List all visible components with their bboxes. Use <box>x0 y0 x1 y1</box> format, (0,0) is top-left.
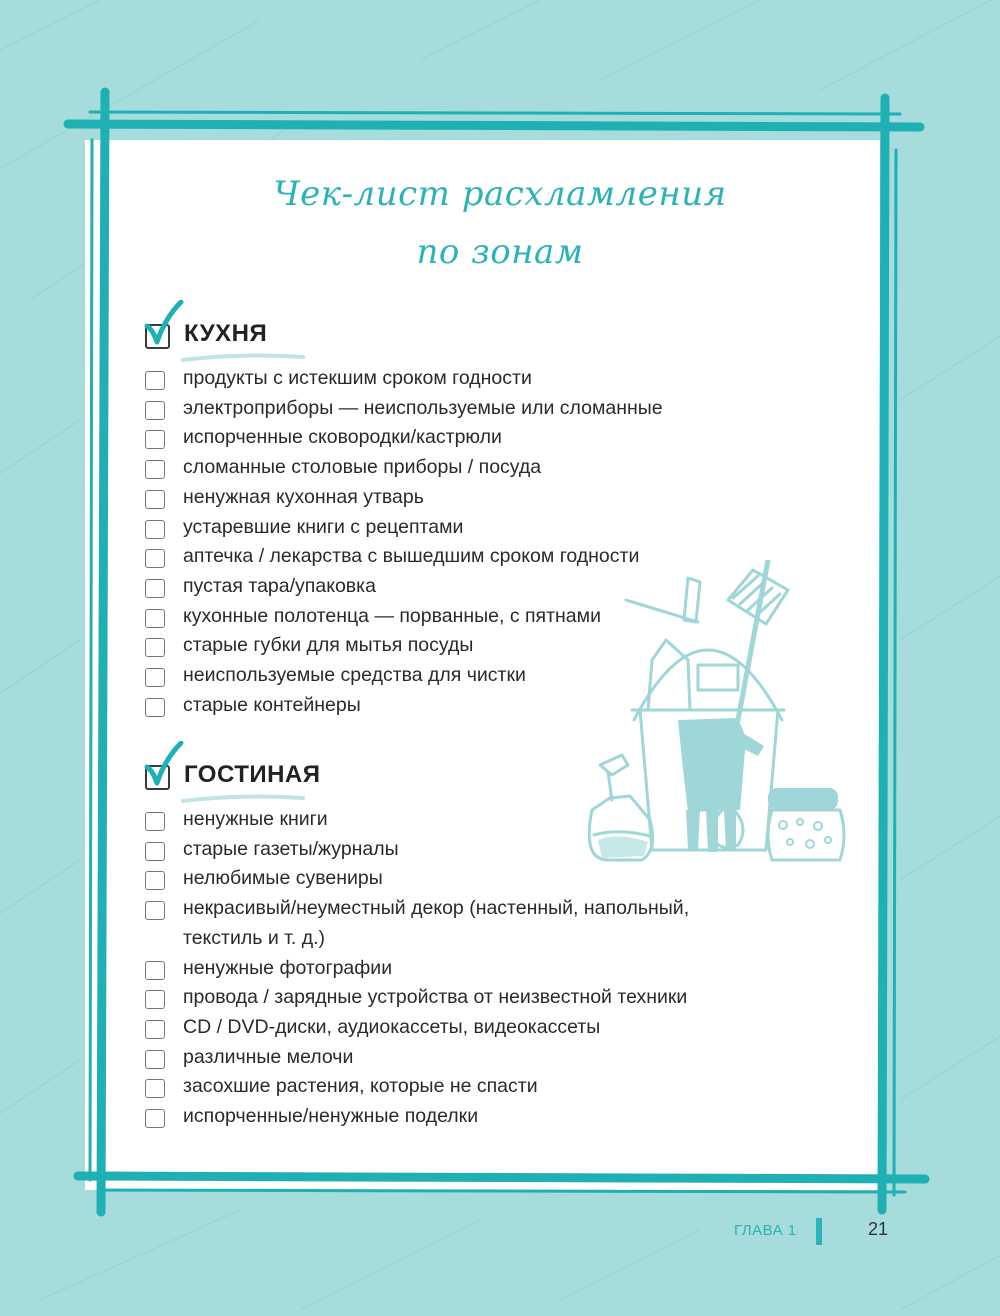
item-label: ненужная кухонная утварь <box>183 485 424 508</box>
checkmark-icon <box>143 741 185 791</box>
item-label: электроприборы — неиспользуемые или сломанные <box>183 396 663 419</box>
item-label: некрасивый/неуместный декор (настенный, напольный, <box>183 897 690 920</box>
item-checkbox[interactable] <box>145 371 165 390</box>
item-label: старые контейнеры <box>183 693 361 716</box>
item-label: текстиль и т. д.) <box>183 926 326 949</box>
item-label: провода / зарядные устройства от неизвестной техники <box>183 986 688 1009</box>
item-label: старые губки для мытья посуды <box>183 634 474 657</box>
item-label: испорченные сковородки/кастрюли <box>183 426 502 449</box>
title-underline <box>181 352 305 364</box>
list-item <box>143 1072 689 1102</box>
section-title: КУХНЯ <box>184 320 268 347</box>
section-title: ГОСТИНАЯ <box>184 761 321 788</box>
list-item <box>143 954 689 984</box>
item-checkbox[interactable] <box>145 1020 165 1039</box>
item-label: неиспользуемые средства для чистки <box>183 664 526 687</box>
item-checkbox[interactable] <box>145 1079 165 1098</box>
title-underline <box>181 793 305 805</box>
page-title-line-2: по зонам <box>416 232 584 272</box>
item-checkbox[interactable] <box>145 961 165 980</box>
item-checkbox[interactable] <box>145 549 165 568</box>
item-label: ненужные фотографии <box>183 956 393 979</box>
page-number: 21 <box>868 1219 889 1239</box>
page-title-line-1: Чек-лист расхламления <box>273 174 727 214</box>
cleaning-supplies-illustration <box>578 560 853 875</box>
item-label: засохшие растения, которые не спасти <box>183 1075 538 1098</box>
item-label: CD / DVD-диски, аудиокассеты, видеокассеты <box>183 1015 601 1038</box>
list-item <box>143 983 689 1013</box>
item-checkbox[interactable] <box>145 1050 165 1069</box>
list-item <box>143 423 663 453</box>
list-item <box>143 394 663 424</box>
item-checkbox[interactable] <box>145 698 165 717</box>
item-label: различные мелочи <box>183 1045 354 1068</box>
item-label: нелюбимые сувениры <box>183 867 383 890</box>
item-checkbox[interactable] <box>145 842 165 861</box>
item-checkbox[interactable] <box>145 901 165 920</box>
item-checkbox[interactable] <box>145 520 165 539</box>
page-title <box>0 165 1000 281</box>
section-header <box>143 312 663 364</box>
list-item <box>143 364 663 394</box>
list-item <box>143 894 689 924</box>
footer-divider <box>816 1218 822 1245</box>
item-label: аптечка / лекарства с вышедшим сроком годности <box>183 545 640 568</box>
chapter-label: ГЛАВА 1 <box>734 1222 797 1239</box>
list-item <box>143 453 663 483</box>
item-checkbox[interactable] <box>145 579 165 598</box>
checkmark-icon <box>143 300 185 350</box>
item-checkbox[interactable] <box>145 401 165 420</box>
item-checkbox[interactable] <box>145 609 165 628</box>
list-item <box>143 1043 689 1073</box>
item-label: сломанные столовые приборы / посуда <box>183 456 542 479</box>
item-checkbox[interactable] <box>145 490 165 509</box>
list-item <box>143 513 663 543</box>
list-item-continuation <box>143 924 689 954</box>
item-label: ненужные книги <box>183 808 328 830</box>
item-label: испорченные/ненужные поделки <box>183 1105 479 1128</box>
item-label: устаревшие книги с рецептами <box>183 515 464 538</box>
item-checkbox[interactable] <box>145 638 165 657</box>
item-label: старые газеты/журналы <box>183 837 399 860</box>
item-checkbox[interactable] <box>145 430 165 449</box>
item-label: продукты с истекшим сроком годности <box>183 367 532 389</box>
list-item <box>143 1013 689 1043</box>
list-item <box>143 1102 689 1132</box>
item-checkbox[interactable] <box>145 460 165 479</box>
item-label: пустая тара/упаковка <box>183 574 376 597</box>
item-checkbox[interactable] <box>145 1109 165 1128</box>
item-checkbox[interactable] <box>145 871 165 890</box>
item-checkbox[interactable] <box>145 668 165 687</box>
item-checkbox[interactable] <box>145 990 165 1009</box>
item-checkbox[interactable] <box>145 812 165 831</box>
item-label: кухонные полотенца — порванные, с пятнами <box>183 604 601 627</box>
list-item <box>143 483 663 513</box>
